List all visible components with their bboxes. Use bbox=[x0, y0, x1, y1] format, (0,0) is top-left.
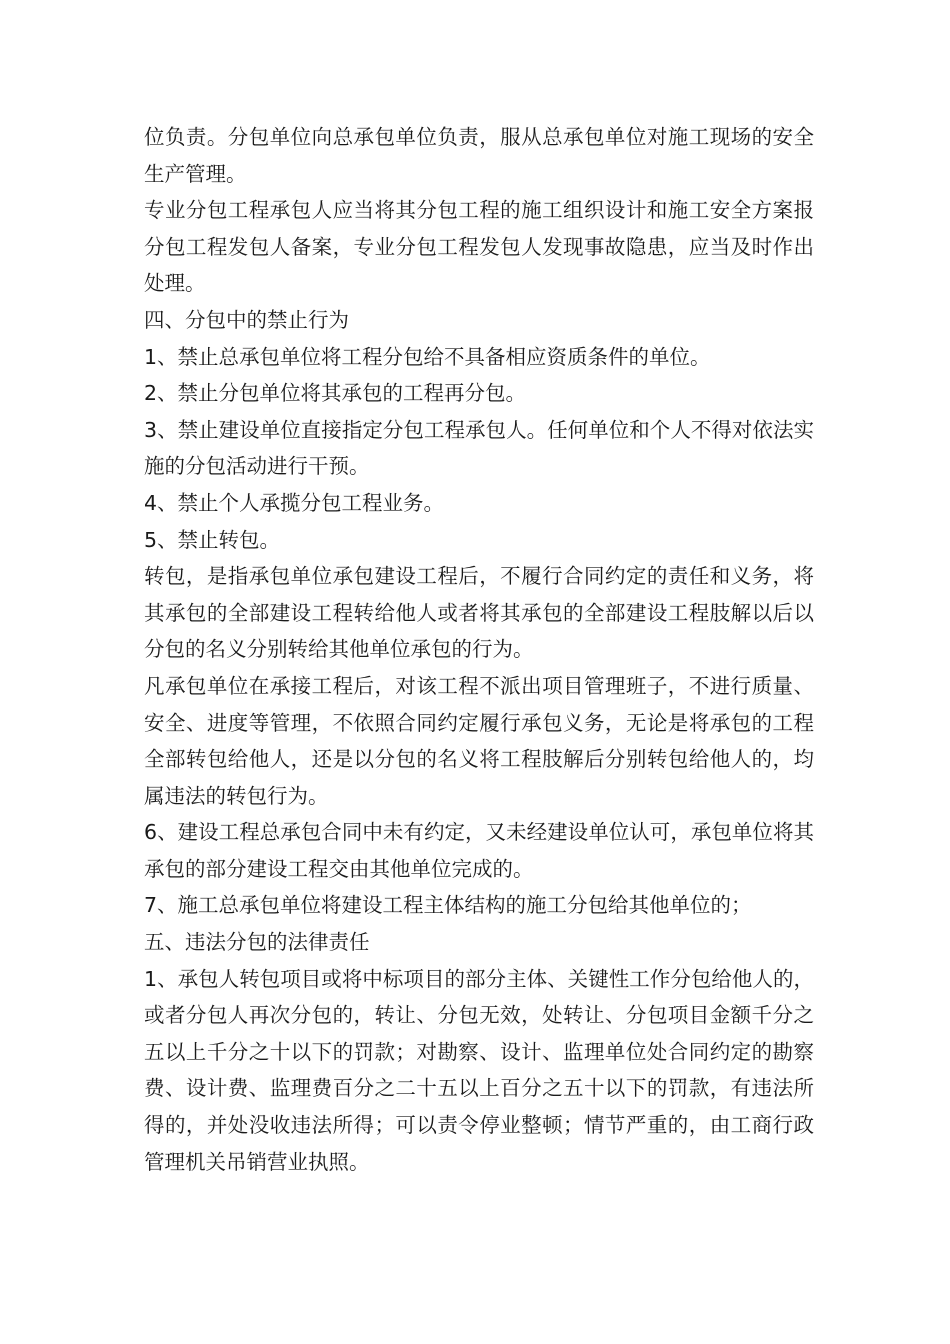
paragraph-transfer-definition: 转包，是指承包单位承包建设工程后，不履行合同约定的责任和义务，将其承包的全部建设工程转给他人或者将其承包的全部建设工程肢解以后以分包的名义分别转给其他单位承包的行为。 bbox=[144, 564, 814, 662]
paragraph-professional-subcontract: 专业分包工程承包人应当将其分包工程的施工组织设计和施工安全方案报分包工程发包人备案，专业分包工程发包人发现事故隐患，应当及时作出处理。 bbox=[144, 198, 814, 296]
list-item-prohibition-5: 5、禁止转包。 bbox=[144, 527, 281, 552]
list-item-prohibition-3: 3、禁止建设单位直接指定分包工程承包人。任何单位和个人不得对依法实施的分包活动进行干预。 bbox=[144, 417, 814, 479]
list-item-prohibition-6: 6、建设工程总承包合同中未有约定，又未经建设单位认可，承包单位将其承包的部分建设工程交由其他单位完成的。 bbox=[144, 820, 814, 881]
list-item-prohibition-7: 7、施工总承包单位将建设工程主体结构的施工分包给其他单位的； bbox=[144, 893, 752, 918]
list-item-prohibition-2: 2、禁止分包单位将其承包的工程再分包。 bbox=[144, 381, 527, 406]
paragraph-responsibility-end: 位负责。分包单位向总承包单位负责，服从总承包单位对施工现场的安全生产管理。 bbox=[144, 125, 814, 186]
heading-legal-liability: 五、违法分包的法律责任 bbox=[144, 930, 370, 955]
heading-prohibited-acts: 四、分包中的禁止行为 bbox=[144, 307, 349, 332]
list-item-prohibition-4: 4、禁止个人承揽分包工程业务。 bbox=[144, 490, 445, 515]
document-body bbox=[144, 119, 814, 1180]
list-item-liability-1: 1、承包人转包项目或将中标项目的部分主体、关键性工作分包给他人的，或者分包人再次分包的，转让、分包无效，处转让、分包项目金额千分之五以上千分之十以下的罚款；对勘察、设计、监理单位处合同约定的勘察费、设计费、监理费百分之二十五以上百分之五十以下的罚款，有违法所得的，并处没收违法所得；可以责令停业整顿；情节严重的，由工商行政管理机关吊销营业执照。 bbox=[144, 966, 814, 1174]
list-item-prohibition-1: 1、禁止总承包单位将工程分包给不具备相应资质条件的单位。 bbox=[144, 344, 711, 369]
paragraph-illegal-transfer: 凡承包单位在承接工程后，对该工程不派出项目管理班子，不进行质量、安全、进度等管理，不依照合同约定履行承包义务，无论是将承包的工程全部转包给他人，还是以分包的名义将工程肢解后分别转包给他人的，均属违法的转包行为。 bbox=[144, 673, 814, 808]
